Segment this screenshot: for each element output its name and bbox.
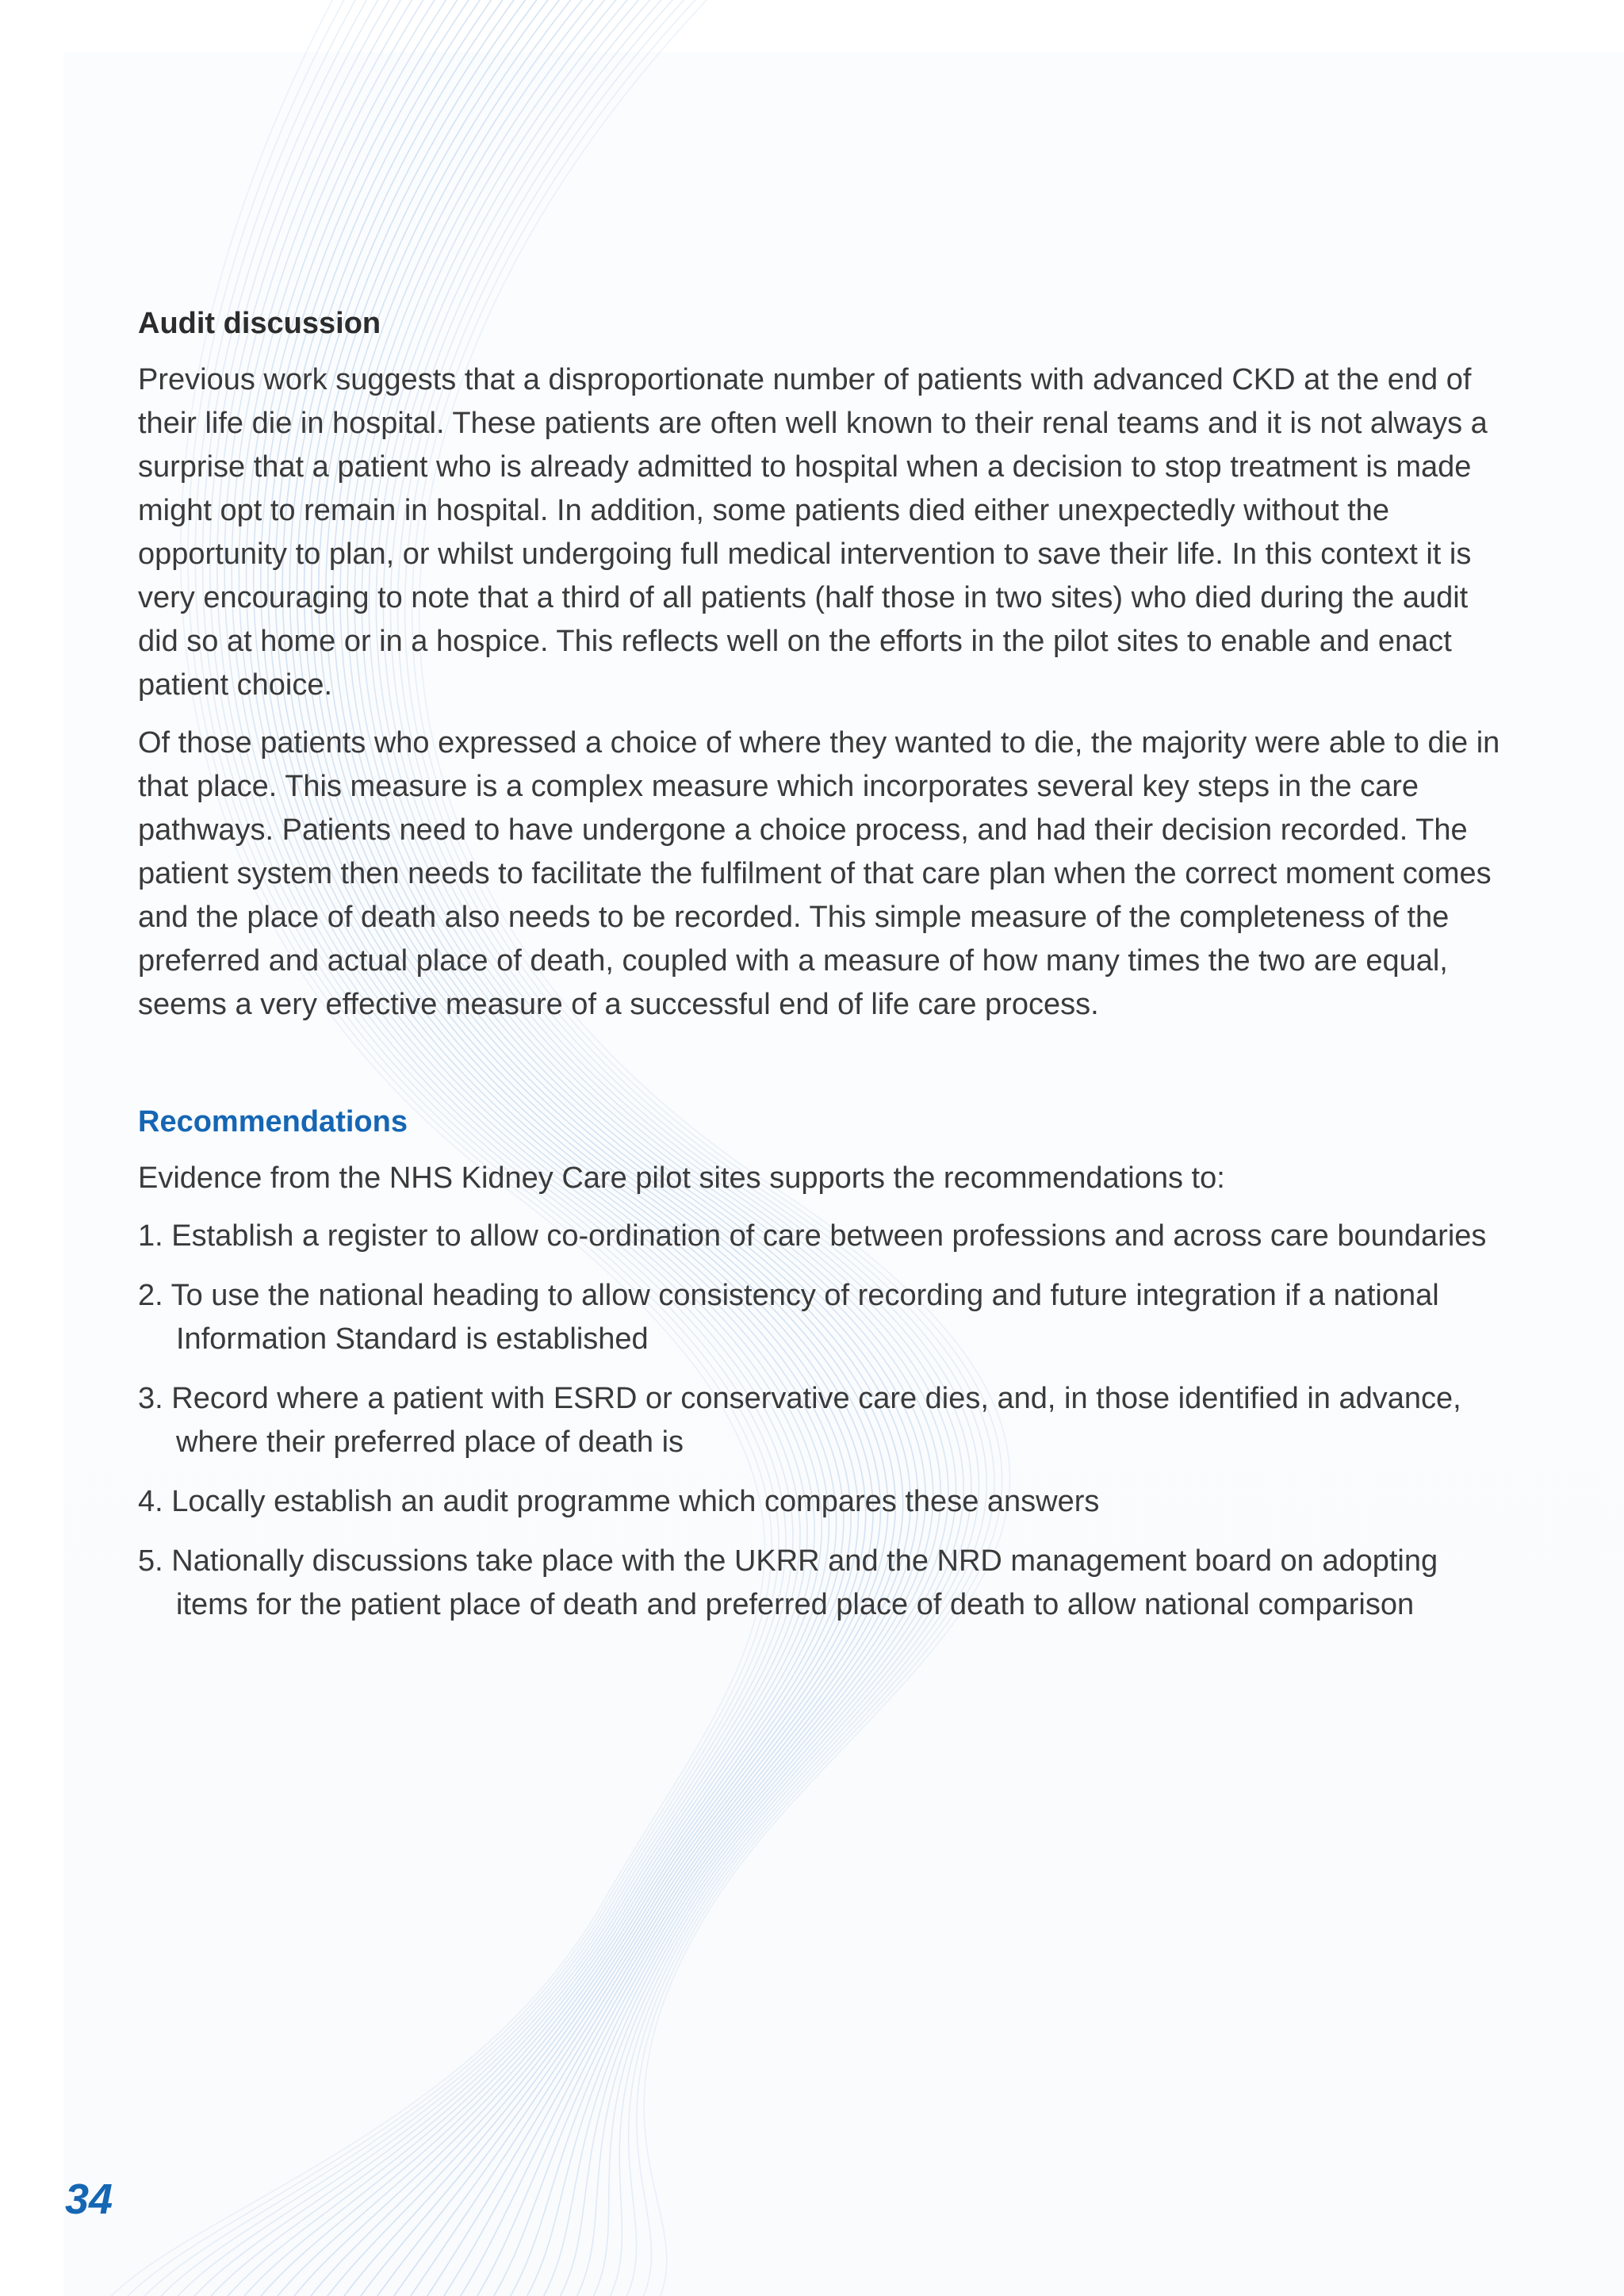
recommendation-item-4: 4. Locally establish an audit programme which compares these answers	[138, 1485, 1100, 1518]
page-number: 34	[65, 2175, 113, 2223]
main-content	[138, 301, 1502, 1643]
audit-paragraph-1: Previous work suggests that a disproportionate number of patients with advanced CKD at the end of their life die in hospital. These patients are often well known to their renal teams and it is not always a surprise that a patient who is already admitted to hospital when a decision to stop treatment is made might opt to remain in hospital. In addition, some patients died either unexpectedly without the opportunity to plan, or whilst undergoing full medical intervention to save their life. In this context it is very encouraging to note that a third of all patients (half those in two sites) who died during the audit did so at home or in a hospice. This reflects well on the efforts in the pilot sites to enable and enact patient choice.	[138, 363, 1488, 702]
recommendation-item-5: 5. Nationally discussions take place with the UKRR and the NRD management board on adopting items for the patient place of death and preferred place of death to allow national comparison	[138, 1544, 1438, 1621]
recommendation-item-3: 3. Record where a patient with ESRD or conservative care dies, and, in those identified in advance, where their preferred place of death is	[138, 1382, 1461, 1459]
recommendation-item-1: 1. Establish a register to allow co-ordination of care between professions and across care boundaries	[138, 1219, 1487, 1253]
recommendations-list	[138, 1215, 1502, 1627]
recommendations-intro: Evidence from the NHS Kidney Care pilot sites supports the recommendations to:	[138, 1161, 1225, 1195]
recommendation-item-2: 2. To use the national heading to allow consistency of recording and future integration if a national Information Standard is established	[138, 1279, 1439, 1356]
recommendations-heading: Recommendations	[138, 1105, 408, 1138]
section-spacer	[138, 1041, 1502, 1100]
audit-paragraph-2: Of those patients who expressed a choice of where they wanted to die, the majority were able to die in that place. This measure is a complex measure which incorporates several key steps in the care pathways. Patients need to have undergone a choice process, and had their decision recorded. The patient system then needs to facilitate the fulfilment of that care plan when the correct moment comes and the place of death also needs to be recorded. This simple measure of the completeness of the preferred and actual place of death, coupled with a measure of how many times the two are equal, seems a very effective measure of a successful end of life care process.	[138, 726, 1500, 1021]
audit-discussion-heading: Audit discussion	[138, 307, 381, 340]
